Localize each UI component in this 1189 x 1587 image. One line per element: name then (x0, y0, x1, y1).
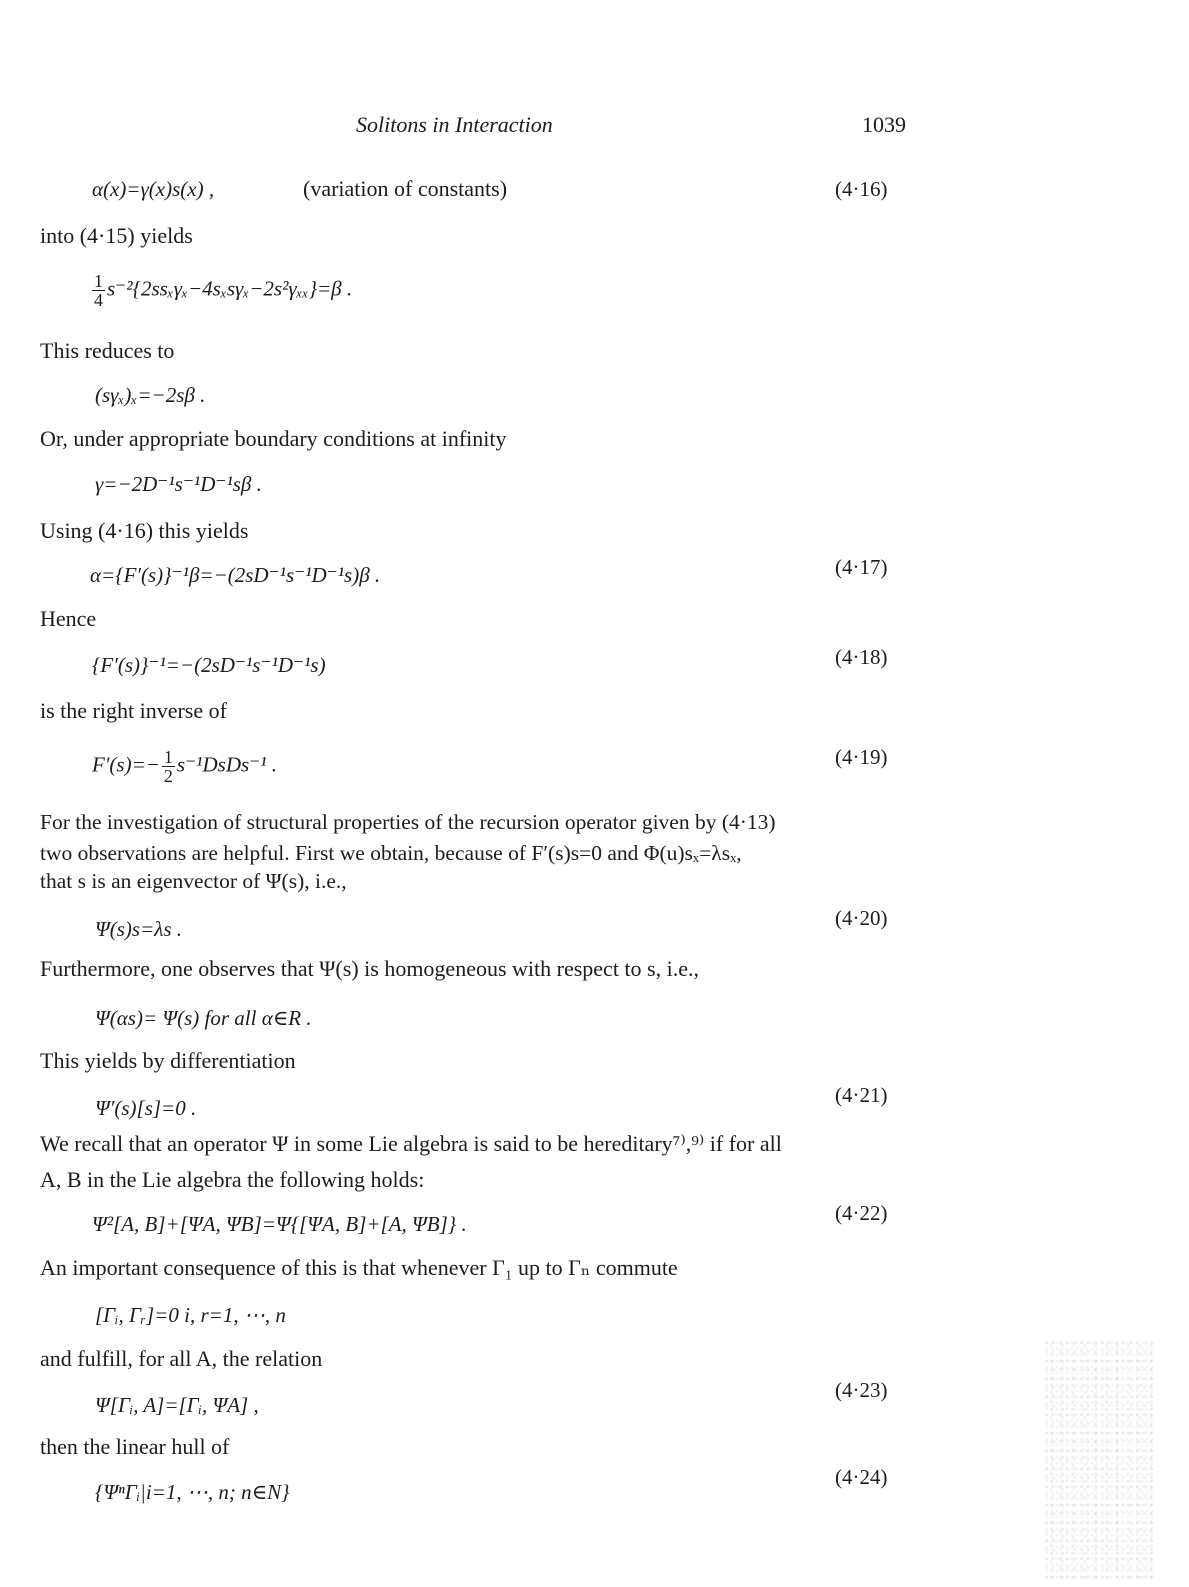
text-important-consequence: An important consequence of this is that whenever Γ₁ up to Γₙ commute (40, 1255, 678, 1280)
paragraph-2-line-1: We recall that an operator Ψ in some Lie algebra is said to be hereditary⁷⁾,⁹⁾ if for all (40, 1131, 782, 1156)
running-title: Solitons in Interaction (356, 112, 553, 137)
equation-d: Ψ(αs)= Ψ(s) for all α∈R . (95, 1006, 312, 1030)
equation-number-4-24: (4·24) (835, 1465, 888, 1489)
equation-4-22: Ψ²[A, B]+[ΨA, ΨB]=Ψ{[ΨA, B]+[A, ΨB]} . (92, 1212, 467, 1236)
text-hence: Hence (40, 606, 97, 631)
text-reduces: This reduces to (40, 338, 175, 363)
equation-4-24: {ΨⁿΓᵢ|i=1, ⋯, n; n∈N} (95, 1480, 290, 1504)
equation-a-body: s⁻²{2ssₓγₓ−4sₓsγₓ−2s²γₓₓ}=β . (107, 276, 353, 301)
equation-4-20: Ψ(s)s=λs . (95, 917, 183, 941)
text-differentiation: This yields by differentiation (40, 1048, 296, 1073)
fraction-denominator: 2 (163, 766, 173, 786)
equation-number-4-17: (4·17) (835, 555, 888, 579)
equation-4-16-note: (variation of constants) (303, 176, 508, 201)
equation-number-4-21: (4·21) (835, 1083, 888, 1107)
equation-4-19 (92, 748, 277, 785)
equation-number-4-18: (4·18) (835, 645, 888, 669)
equation-4-18: {F′(s)}⁻¹=−(2sD⁻¹s⁻¹D⁻¹s) (92, 653, 326, 677)
text-linear-hull: then the linear hull of (40, 1434, 230, 1459)
equation-number-4-20: (4·20) (835, 906, 888, 930)
equation-number-4-16: (4·16) (835, 177, 888, 201)
equation-a (90, 272, 352, 309)
fraction-numerator: 1 (163, 747, 173, 767)
equation-c: γ=−2D⁻¹s⁻¹D⁻¹sβ . (95, 472, 262, 496)
paragraph-1-line-1: For the investigation of structural properties of the recursion operator given by (4·13) (40, 810, 776, 834)
page-number: 1039 (862, 112, 906, 137)
paragraph-2-line-2: A, B in the Lie algebra the following holds: (40, 1167, 425, 1192)
fraction-quarter (92, 272, 105, 309)
fraction-half (162, 748, 175, 785)
equation-4-19-lhs: F′(s)=− (92, 752, 160, 777)
text-using: Using (4·16) this yields (40, 518, 249, 543)
text-into: into (4·15) yields (40, 223, 193, 248)
equation-number-4-22: (4·22) (835, 1201, 888, 1225)
fraction-numerator: 1 (94, 271, 103, 291)
text-right-inverse: is the right inverse of (40, 698, 227, 723)
equation-4-19-rest: s⁻¹DsDs⁻¹ . (176, 752, 278, 777)
text-furthermore: Furthermore, one observes that Ψ(s) is homogeneous with respect to s, i.e., (40, 956, 699, 981)
paragraph-1-line-2: two observations are helpful. First we obtain, because of F′(s)s=0 and Φ(u)sₓ=λsₓ, (40, 841, 742, 865)
equation-number-4-19: (4·19) (835, 745, 888, 769)
equation-e: [Γᵢ, Γᵣ]=0 i, r=1, ⋯, n (95, 1303, 286, 1327)
equation-b: (sγₓ)ₓ=−2sβ . (95, 383, 206, 407)
paragraph-1-line-3: that s is an eigenvector of Ψ(s), i.e., (40, 869, 347, 893)
equation-4-17: α={F′(s)}⁻¹β=−(2sD⁻¹s⁻¹D⁻¹s)β . (90, 563, 381, 587)
equation-4-23: Ψ[Γᵢ, A]=[Γᵢ, ΨA] , (95, 1393, 259, 1417)
page-header (0, 112, 1189, 142)
equation-number-4-23: (4·23) (835, 1378, 888, 1402)
scan-noise-decoration (1045, 1340, 1155, 1580)
fraction-denominator: 4 (94, 290, 103, 310)
equation-4-21: Ψ′(s)[s]=0 . (95, 1096, 197, 1120)
equation-4-16: α(x)=γ(x)s(x) , (92, 177, 215, 201)
text-boundary-conditions: Or, under appropriate boundary conditions at infinity (40, 426, 507, 451)
text-fulfill: and fulfill, for all A, the relation (40, 1346, 323, 1371)
